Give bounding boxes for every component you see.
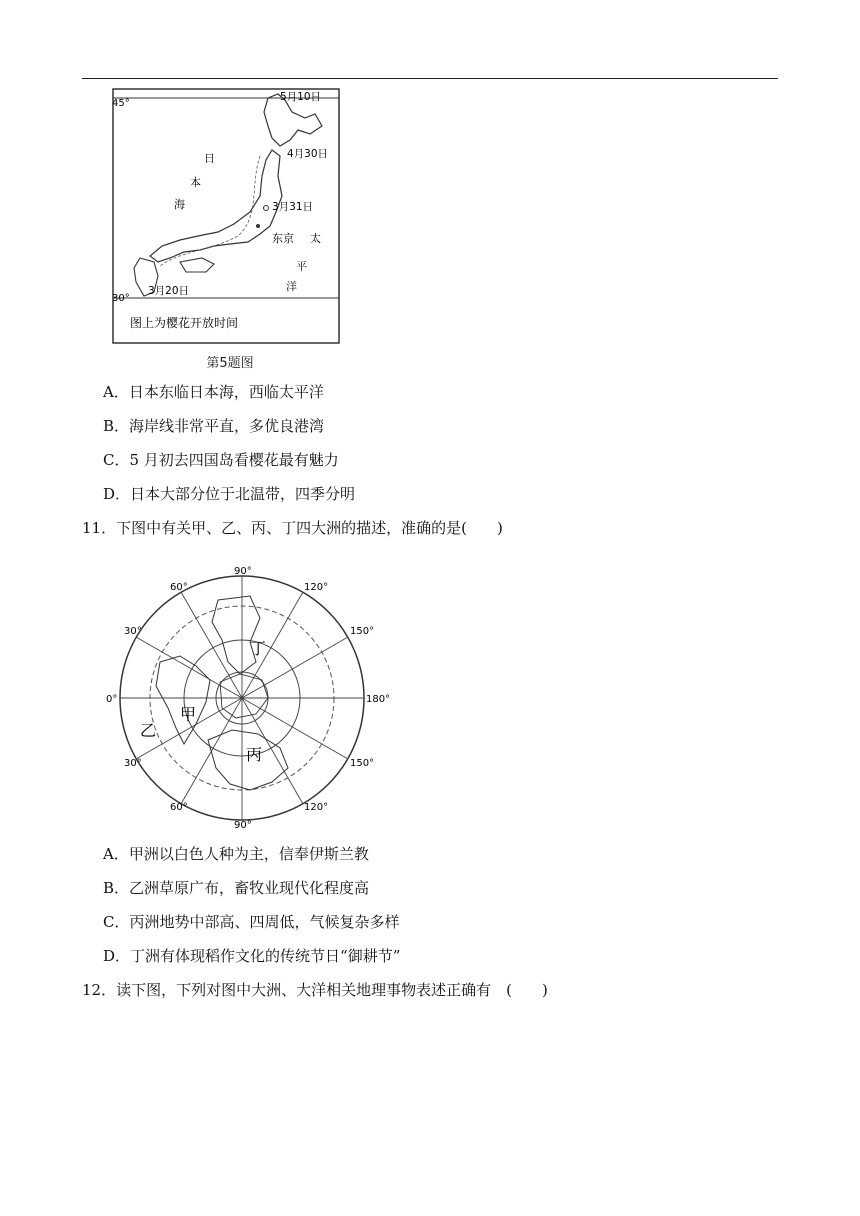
lon-label-90-bottom: 90° bbox=[234, 820, 252, 831]
header-rule bbox=[82, 78, 778, 79]
continent-label-yi: 乙 bbox=[140, 721, 157, 740]
tokyo-label: 东京 bbox=[272, 232, 294, 245]
q10-option-c: C．5 月初去四国岛看樱花最有魅力 bbox=[103, 451, 339, 469]
polar-projection-map bbox=[100, 562, 400, 834]
lat-45-label: 45° bbox=[112, 98, 130, 109]
date-label-apr30: 4月30日 bbox=[287, 148, 329, 160]
date-label-mar20: 3月20日 bbox=[148, 285, 190, 297]
q12-stem: 12．读下图，下列对图中大洲、大洋相关地理事物表述正确有 ( ) bbox=[82, 981, 548, 999]
sea-char-hai: 海 bbox=[174, 198, 185, 211]
map-legend: 图上为樱花开放时间 bbox=[130, 316, 239, 330]
lon-label-60-top: 60° bbox=[170, 582, 188, 593]
tokyo-marker bbox=[256, 224, 260, 228]
lon-label-90-top: 90° bbox=[234, 566, 252, 577]
sea-char-ben: 本 bbox=[190, 176, 201, 189]
q11-option-c: C．丙洲地势中部高、四周低，气候复杂多样 bbox=[103, 913, 400, 931]
sea-char-ri: 日 bbox=[204, 152, 215, 165]
lon-label-120-top: 120° bbox=[304, 582, 329, 593]
lon-label-60-bottom: 60° bbox=[170, 802, 188, 813]
ocean-char-yang: 洋 bbox=[286, 280, 297, 293]
lon-label-30-bottom: 30° bbox=[124, 758, 142, 769]
q11-option-b: B．乙洲草原广布，畜牧业现代化程度高 bbox=[103, 879, 370, 897]
q11-option-d: D．丁洲有体现稻作文化的传统节日“御耕节” bbox=[103, 947, 401, 965]
q10-option-b: B．海岸线非常平直，多优良港湾 bbox=[103, 417, 325, 435]
japan-cherry-blossom-map bbox=[110, 86, 342, 348]
continent-label-jia: 甲 bbox=[180, 705, 197, 724]
lon-label-30-top: 30° bbox=[124, 626, 142, 637]
lat-30-label: 30° bbox=[112, 293, 130, 304]
q10-option-a: A．日本东临日本海，西临太平洋 bbox=[103, 383, 324, 401]
date-label-may10: 5月10日 bbox=[280, 91, 322, 103]
q10-option-d: D．日本大部分位于北温带，四季分明 bbox=[103, 485, 356, 503]
date-label-mar31: 3月31日 bbox=[272, 201, 314, 213]
q11-stem: 11．下图中有关甲、乙、丙、丁四大洲的描述，准确的是( ) bbox=[82, 519, 503, 537]
continent-label-bing: 丙 bbox=[246, 745, 263, 764]
continent-shape-west bbox=[156, 656, 210, 744]
ocean-char-tai: 太 bbox=[310, 232, 321, 245]
lon-label-0: 0° bbox=[106, 694, 118, 705]
lon-label-180: 180° bbox=[366, 694, 391, 705]
lon-label-150-bottom: 150° bbox=[350, 758, 375, 769]
meridian-lines bbox=[120, 576, 364, 820]
lon-label-150-top: 150° bbox=[350, 626, 375, 637]
continent-label-ding: 丁 bbox=[250, 639, 267, 658]
ocean-char-ping: 平 bbox=[296, 260, 307, 273]
q11-option-a: A．甲洲以白色人种为主，信奉伊斯兰教 bbox=[103, 845, 369, 863]
lon-label-120-bottom: 120° bbox=[304, 802, 329, 813]
figure-5-caption: 第5题图 bbox=[206, 356, 254, 371]
continent-shape-north bbox=[212, 596, 260, 674]
